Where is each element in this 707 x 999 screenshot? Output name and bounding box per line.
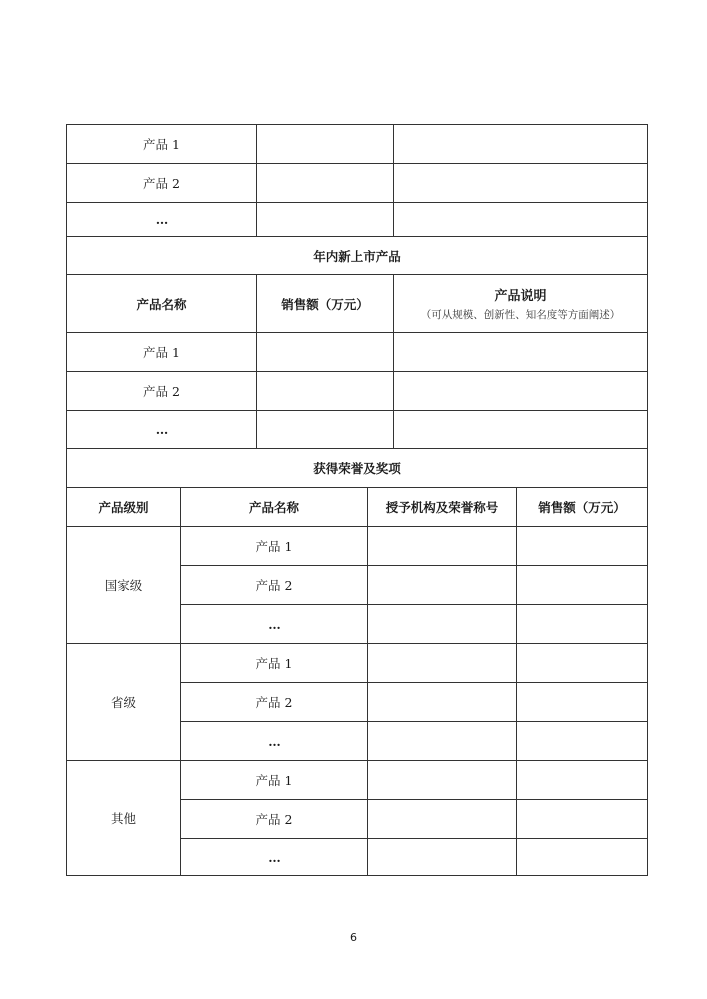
sales-cell[interactable] [257, 203, 394, 237]
table-row [67, 333, 648, 372]
header-product-name: 产品名称 [67, 275, 257, 333]
header-description-subtitle: （可从规模、创新性、知名度等方面阐述） [420, 309, 621, 321]
sales-cell[interactable] [517, 605, 648, 644]
product-name-cell: 产品 2 [181, 683, 368, 722]
product-name-cell: 产品 1 [181, 527, 368, 566]
product-name-cell: … [67, 411, 257, 449]
header-level: 产品级别 [67, 488, 181, 527]
table-row [67, 761, 648, 800]
product-name-cell: 产品 2 [181, 800, 368, 839]
sales-cell[interactable] [517, 722, 648, 761]
table-row [67, 527, 648, 566]
sales-cell[interactable] [517, 566, 648, 605]
org-cell[interactable] [368, 722, 517, 761]
org-cell[interactable] [368, 605, 517, 644]
header-org: 授予机构及荣誉称号 [368, 488, 517, 527]
product-name-cell: 产品 1 [67, 125, 257, 164]
sales-cell[interactable] [517, 644, 648, 683]
product-name-cell: … [181, 839, 368, 876]
product-name-cell: 产品 2 [181, 566, 368, 605]
header-sales: 销售额（万元） [257, 275, 394, 333]
header-row [67, 275, 648, 333]
product-name-cell: 产品 2 [67, 372, 257, 411]
new-products-title: 年内新上市产品 [67, 237, 648, 275]
product-name-cell: 产品 1 [181, 644, 368, 683]
table-row [67, 644, 648, 683]
honors-table [66, 487, 648, 876]
product-name-cell: 产品 1 [181, 761, 368, 800]
description-cell[interactable] [394, 372, 648, 411]
header-description [394, 275, 648, 333]
sales-cell[interactable] [517, 800, 648, 839]
sales-cell[interactable] [257, 125, 394, 164]
header-description-title: 产品说明 [494, 289, 547, 304]
table-row [67, 203, 648, 237]
sales-cell[interactable] [257, 164, 394, 203]
sales-cell[interactable] [517, 527, 648, 566]
level-cell-other: 其他 [67, 761, 181, 876]
sales-cell[interactable] [517, 839, 648, 876]
sales-cell[interactable] [257, 333, 394, 372]
product-name-cell: … [67, 203, 257, 237]
org-cell[interactable] [368, 761, 517, 800]
header-sales: 销售额（万元） [517, 488, 648, 527]
product-name-cell: 产品 1 [67, 333, 257, 372]
description-cell[interactable] [394, 333, 648, 372]
sales-cell[interactable] [257, 411, 394, 449]
org-cell[interactable] [368, 527, 517, 566]
level-cell-national: 国家级 [67, 527, 181, 644]
product-name-cell: … [181, 722, 368, 761]
table-row [67, 164, 648, 203]
level-cell-provincial: 省级 [67, 644, 181, 761]
sales-cell[interactable] [517, 683, 648, 722]
honors-title: 获得荣誉及奖项 [67, 449, 648, 488]
description-cell[interactable] [394, 164, 648, 203]
table-row [67, 411, 648, 449]
description-cell[interactable] [394, 411, 648, 449]
product-name-cell: 产品 2 [67, 164, 257, 203]
header-row [67, 488, 648, 527]
org-cell[interactable] [368, 683, 517, 722]
org-cell[interactable] [368, 839, 517, 876]
org-cell[interactable] [368, 566, 517, 605]
table-row [67, 125, 648, 164]
section-header-row [67, 237, 648, 275]
sales-cell[interactable] [517, 761, 648, 800]
description-cell[interactable] [394, 203, 648, 237]
sales-cell[interactable] [257, 372, 394, 411]
product-table [66, 124, 648, 488]
org-cell[interactable] [368, 800, 517, 839]
description-cell[interactable] [394, 125, 648, 164]
page-number: 6 [350, 931, 357, 944]
table-row [67, 372, 648, 411]
product-name-cell: … [181, 605, 368, 644]
header-product-name: 产品名称 [181, 488, 368, 527]
section-header-row [67, 449, 648, 488]
org-cell[interactable] [368, 644, 517, 683]
